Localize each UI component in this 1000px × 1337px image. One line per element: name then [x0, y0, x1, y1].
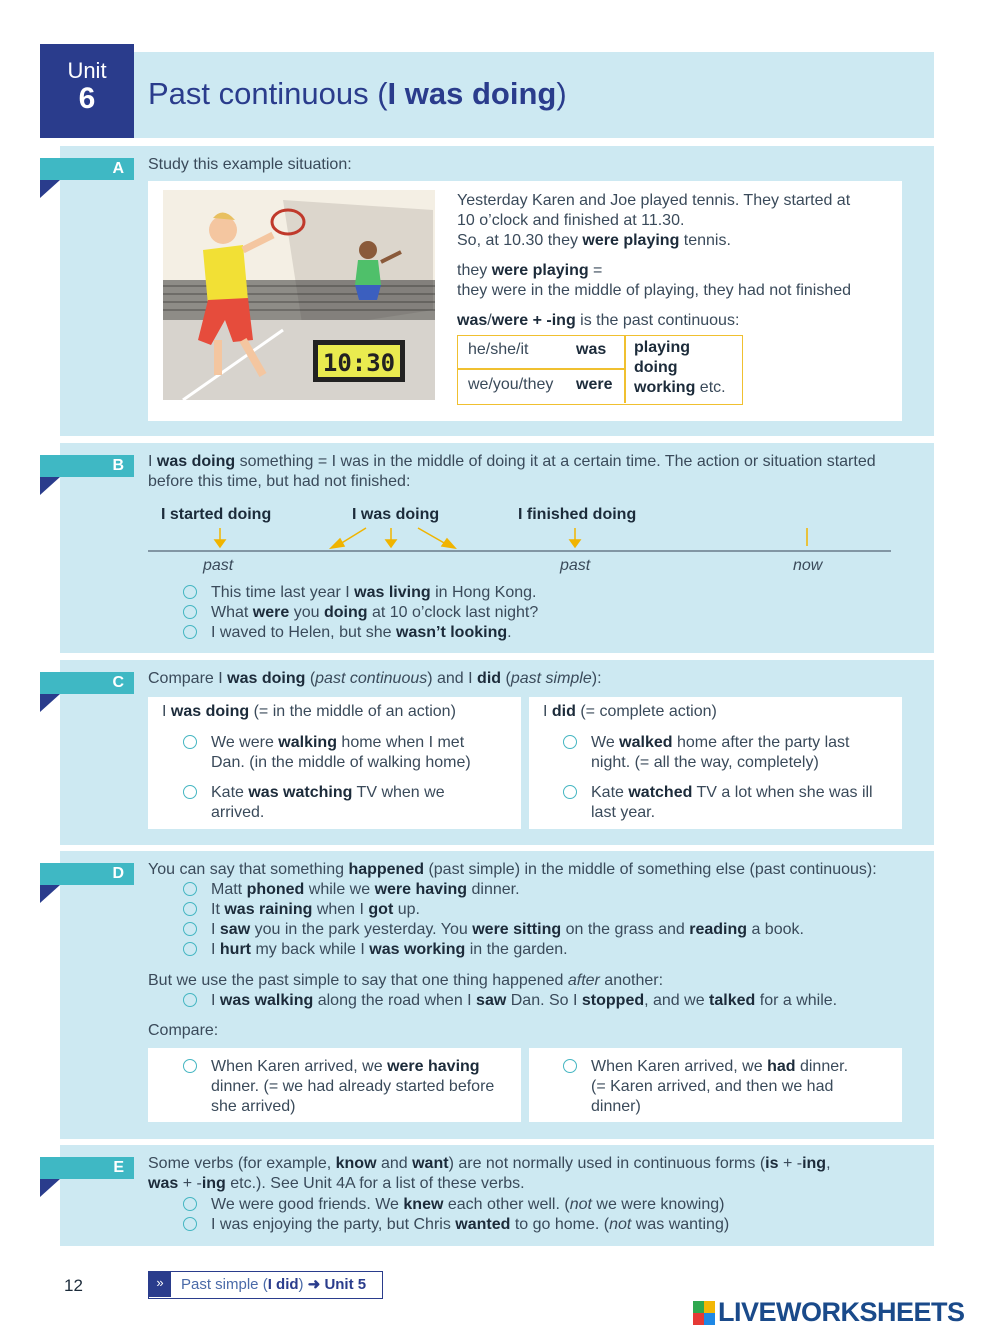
section-e-tab: E [40, 1157, 134, 1179]
section-a-intro: Study this example situation: [148, 156, 352, 173]
unit-reference-link[interactable] [148, 1271, 383, 1299]
timeline-past-1: past [203, 557, 234, 574]
d-example-1: Matt phoned while we were having dinner. [183, 880, 520, 900]
a-p1-line2: 10 o’clock and finished at 11.30. [457, 212, 685, 229]
section-e-tab-corner [40, 1179, 60, 1197]
table-form-1: playing [634, 339, 691, 356]
c-left-example-2: Kate was watching TV when we arrived. [183, 783, 445, 823]
e-line1: Some verbs (for example, know and want) are not normally used in continuous forms (is + -ing, [148, 1155, 831, 1172]
double-chevron-icon: » [149, 1272, 171, 1297]
b-example-2: What were you doing at 10 o’clock last night? [183, 603, 538, 623]
unit-badge [40, 44, 134, 138]
bullet-icon [183, 882, 197, 896]
d-but-line: But we use the past simple to say that one thing happened after another: [148, 972, 664, 989]
page-title: Past continuous (I was doing) [148, 76, 567, 111]
a-p3: was/were + -ing is the past continuous: [457, 312, 740, 329]
bullet-icon [183, 993, 197, 1007]
liveworksheets-logo-icon [693, 1301, 715, 1325]
d-compare: Compare: [148, 1022, 219, 1039]
page-number: 12 [64, 1276, 83, 1295]
bullet-icon [183, 1217, 197, 1231]
section-a-tab-corner [40, 180, 60, 198]
bullet-icon [563, 785, 577, 799]
timeline-past-2: past [560, 557, 591, 574]
table-form-2: doing [634, 359, 678, 376]
clock-readout: 10:30 [322, 349, 396, 377]
c-intro: Compare I was doing (past continuous) and I did (past simple): [148, 670, 602, 687]
c-left-example-1: We were walking home when I met Dan. (in the middle of walking home) [183, 733, 471, 773]
tennis-illustration [163, 190, 435, 400]
d-intro: You can say that something happened (past simple) in the middle of something else (past continuous): [148, 861, 877, 878]
table-verb-2: were [576, 376, 613, 393]
a-p1-line3: So, at 10.30 they were playing tennis. [457, 232, 731, 249]
b-example-1: This time last year I was living in Hong Kong. [183, 583, 536, 603]
a-p2-line1: they were playing = [457, 262, 603, 279]
bullet-icon [183, 1197, 197, 1211]
title-bar [134, 52, 934, 138]
bullet-icon [183, 785, 197, 799]
c-right-heading: I did (= complete action) [543, 703, 717, 720]
section-b-tab-corner [40, 477, 60, 495]
section-b-tab: B [40, 455, 134, 477]
timeline-now: now [793, 557, 823, 574]
d-compare-right: When Karen arrived, we had dinner. (= Karen arrived, and then we had dinner) [563, 1057, 848, 1117]
d-example-3: I saw you in the park yesterday. You were sitting on the grass and reading a book. [183, 920, 804, 940]
b-line1: I was doing something = I was in the middle of doing it at a certain time. The action or situation started [148, 453, 876, 470]
timeline-axis [148, 500, 893, 560]
bullet-icon [183, 605, 197, 619]
d-example-5: I was walking along the road when I saw Dan. So I stopped, and we talked for a while. [183, 991, 837, 1011]
c-left-heading: I was doing (= in the middle of an action) [162, 703, 456, 720]
d-example-2: It was raining when I got up. [183, 900, 420, 920]
timeline-diagram [148, 500, 893, 580]
a-p1-line1: Yesterday Karen and Joe played tennis. They started at [457, 192, 851, 209]
e-line2: was + -ing etc.). See Unit 4A for a list of these verbs. [148, 1175, 525, 1192]
b-example-3: I waved to Helen, but she wasn’t looking. [183, 623, 512, 643]
section-d-tab: D [40, 863, 134, 885]
bullet-icon [183, 625, 197, 639]
section-d-tab-corner [40, 885, 60, 903]
unit-reference-text: Past simple (I did) ➜ Unit 5 [181, 1276, 367, 1293]
past-continuous-table [457, 335, 743, 405]
bullet-icon [183, 942, 197, 956]
timeline-was-doing: I was doing [352, 506, 440, 523]
a-p2-line2: they were in the middle of playing, they had not finished [457, 282, 852, 299]
e-example-1: We were good friends. We knew each other well. (not we were knowing) [183, 1195, 724, 1215]
bullet-icon [183, 922, 197, 936]
unit-number: 6 [78, 82, 96, 115]
timeline-finished: I finished doing [518, 506, 637, 523]
section-c-tab: C [40, 672, 134, 694]
b-line2: before this time, but had not finished: [148, 473, 411, 490]
c-right-example-2: Kate watched TV a lot when she was ill last year. [563, 783, 873, 823]
section-a-tab: A [40, 158, 134, 180]
d-example-4: I hurt my back while I was working in the garden. [183, 940, 568, 960]
c-right-example-1: We walked home after the party last night. (= all the way, completely) [563, 733, 850, 773]
unit-label: Unit [67, 58, 107, 83]
section-c-tab-corner [40, 694, 60, 712]
bullet-icon [183, 585, 197, 599]
bullet-icon [183, 1059, 197, 1073]
e-example-2: I was enjoying the party, but Chris wanted to go home. (not was wanting) [183, 1215, 729, 1235]
bullet-icon [183, 902, 197, 916]
d-compare-left: When Karen arrived, we were having dinner. (= we had already started before she arrived) [183, 1057, 494, 1117]
bullet-icon [563, 1059, 577, 1073]
bullet-icon [183, 735, 197, 749]
table-verb-1: was [576, 341, 607, 358]
bullet-icon [563, 735, 577, 749]
table-subject-1: he/she/it [468, 341, 529, 358]
timeline-started: I started doing [161, 506, 272, 523]
liveworksheets-logo: LIVEWORKSHEETS [718, 1297, 965, 1327]
table-subject-2: we/you/they [468, 376, 554, 393]
table-form-3: working etc. [634, 379, 726, 396]
